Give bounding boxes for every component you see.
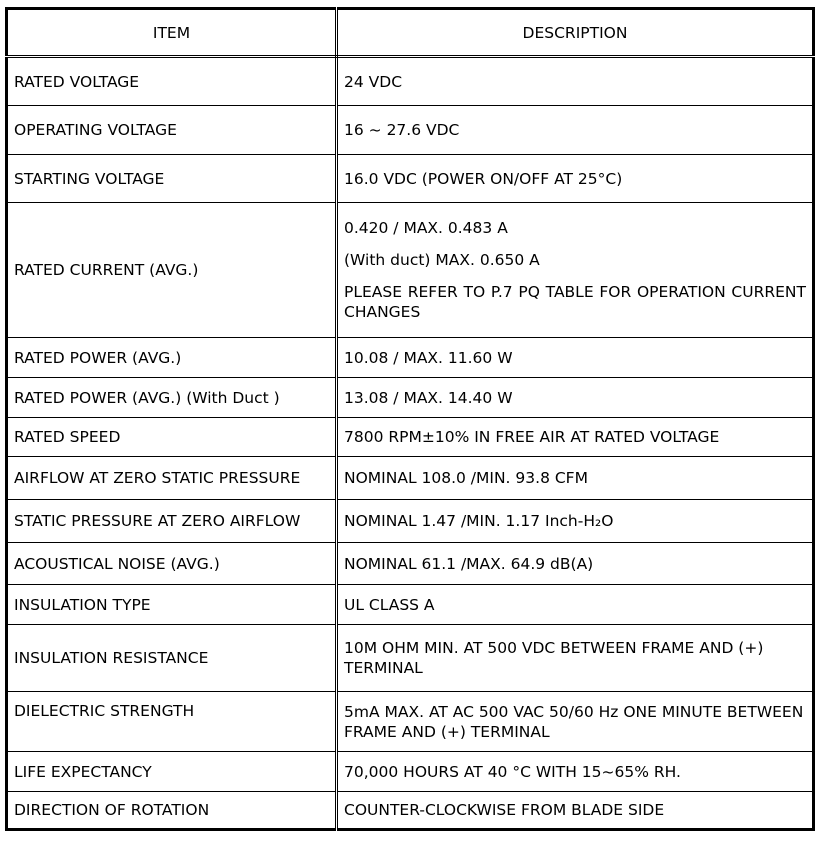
row-description: [337, 203, 814, 338]
description-line: (With duct) MAX. 0.650 A: [344, 251, 540, 269]
table-row: [7, 500, 814, 543]
row-item: RATED SPEED: [7, 418, 337, 457]
row-item: INSULATION RESISTANCE: [7, 625, 337, 692]
row-description: 70,000 HOURS AT 40 °C WITH 15~65% RH.: [337, 752, 814, 792]
description-line: PLEASE REFER TO P.7 PQ TABLE FOR OPERATION CURRENT CHANGES: [344, 283, 806, 321]
row-item: AIRFLOW AT ZERO STATIC PRESSURE: [7, 457, 337, 500]
row-item: STARTING VOLTAGE: [7, 155, 337, 203]
table-row: [7, 155, 814, 203]
row-description: NOMINAL 1.47 /MIN. 1.17 Inch-H₂O: [337, 500, 814, 543]
spec-table: [5, 7, 815, 831]
row-description: UL CLASS A: [337, 585, 814, 625]
table-row: [7, 57, 814, 106]
table-row: [7, 752, 814, 792]
row-description: 24 VDC: [337, 57, 814, 106]
row-description: COUNTER-CLOCKWISE FROM BLADE SIDE: [337, 792, 814, 830]
row-item: ACOUSTICAL NOISE (AVG.): [7, 543, 337, 585]
row-description: NOMINAL 108.0 /MIN. 93.8 CFM: [337, 457, 814, 500]
row-item: INSULATION TYPE: [7, 585, 337, 625]
row-item: DIRECTION OF ROTATION: [7, 792, 337, 830]
row-description: 16.0 VDC (POWER ON/OFF AT 25°C): [337, 155, 814, 203]
table-row: [7, 585, 814, 625]
table-row: [7, 106, 814, 155]
table-row: [7, 338, 814, 378]
row-item: RATED POWER (AVG.) (With Duct ): [7, 378, 337, 418]
table-row: [7, 203, 814, 338]
table-row: [7, 378, 814, 418]
row-description: 16 ~ 27.6 VDC: [337, 106, 814, 155]
row-item: RATED VOLTAGE: [7, 57, 337, 106]
row-description: 5mA MAX. AT AC 500 VAC 50/60 Hz ONE MINUTE BETWEEN FRAME AND (+) TERMINAL: [337, 692, 814, 752]
row-item: LIFE EXPECTANCY: [7, 752, 337, 792]
table-row: [7, 457, 814, 500]
row-description: NOMINAL 61.1 /MAX. 64.9 dB(A): [337, 543, 814, 585]
row-description: 10.08 / MAX. 11.60 W: [337, 338, 814, 378]
row-description: 10M OHM MIN. AT 500 VDC BETWEEN FRAME AND (+) TERMINAL: [337, 625, 814, 692]
row-description: 7800 RPM±10% IN FREE AIR AT RATED VOLTAGE: [337, 418, 814, 457]
table-row: [7, 543, 814, 585]
description-line: 0.420 / MAX. 0.483 A: [344, 219, 508, 237]
row-description: 13.08 / MAX. 14.40 W: [337, 378, 814, 418]
header-item: ITEM: [7, 9, 337, 57]
row-item: RATED POWER (AVG.): [7, 338, 337, 378]
table-header-row: [7, 9, 814, 57]
table-row: [7, 792, 814, 830]
table-row: [7, 418, 814, 457]
row-item: DIELECTRIC STRENGTH: [7, 692, 337, 752]
header-description: DESCRIPTION: [337, 9, 814, 57]
table-row: [7, 692, 814, 752]
row-item: RATED CURRENT (AVG.): [7, 203, 337, 338]
row-item: OPERATING VOLTAGE: [7, 106, 337, 155]
row-item: STATIC PRESSURE AT ZERO AIRFLOW: [7, 500, 337, 543]
table-row: [7, 625, 814, 692]
